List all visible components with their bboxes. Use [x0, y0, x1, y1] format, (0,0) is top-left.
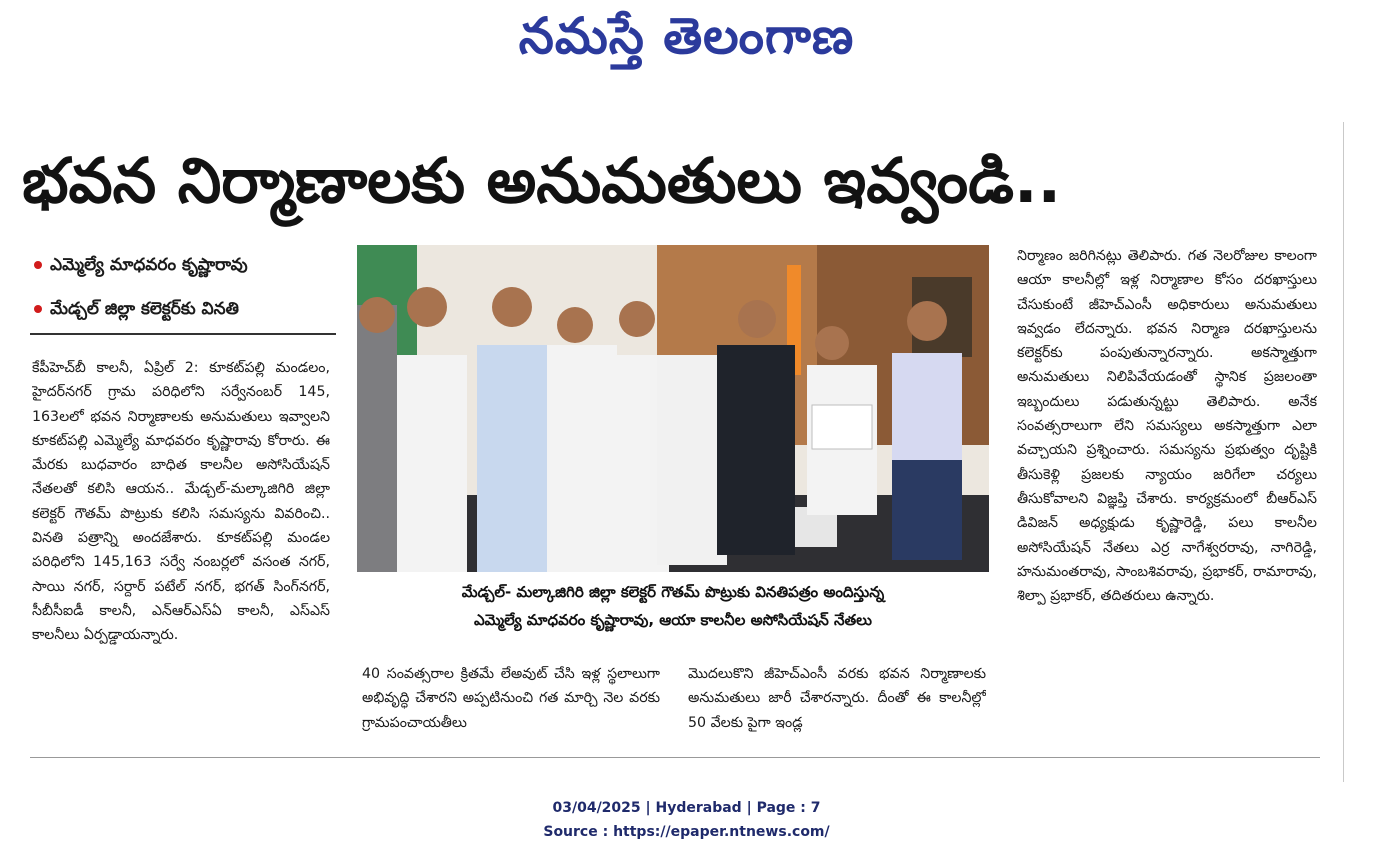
bullet-icon — [34, 261, 42, 269]
photo-caption — [357, 578, 989, 634]
news-photo — [357, 245, 989, 572]
footer-date-page: 03/04/2025 | Hyderabad | Page : 7 — [552, 800, 821, 816]
photo-illustration — [357, 245, 989, 572]
newspaper-logo: నమస్తే తెలంగాణ — [518, 6, 855, 65]
article-column-3 — [688, 662, 986, 748]
article-paragraph: నిర్మాణం జరిగినట్లు తెలిపారు. గత నెలరోజుల కాలంగా ఆయా కాలనీల్లో ఇళ్ల నిర్మాణాల కోసం దరఖాస్తులు చేసుకుంటే జీహెచ్‌ఎంసీ అధికారులు అనుమతులు ఇవ్వడం లేదన్నారు. భవన నిర్మాణ దరఖాస్తులను కలెక్టర్‌కు పంపుతున్నారన్నారు. అకస్మాత్తుగా అనుమతులు నిలిపివేయడంతో స్థానిక ప్రజలంతా ఇబ్బందులు పడుతున్నట్టు తెలిపారు. అనేక సంవత్సరాలుగా లేని సమస్యలు అకస్మాత్తుగా ఎలా వచ్చాయని ప్రశ్నించారు. సమస్యను ప్రభుత్వం దృష్టికి తీసుకెళ్లి ప్రజలకు న్యాయం జరిగేలా చర్యలు తీసుకోవాలని విజ్ఞప్తి చేశారు. కార్యక్రమంలో బీఆర్‌ఎస్‌ డివిజన్‌ అధ్యక్షుడు కృష్ణారెడ్డి, పలు కాలనీల అసోసియేషన్‌ నేతలు ఎర్ర నాగేశ్వరరావు, నాగిరెడ్డి, హనుమంతరావు, సాంబశివరావు, ప్రభాకర్‌, రామారావు, శిల్పా ప్రభాకర్‌, తదితరులు ఉన్నారు. — [1017, 248, 1317, 605]
article-paragraph: కేపీహెచ్‌బీ కాలనీ, ఏప్రిల్‌ 2: కూకట్‌పల్లి మండలం, హైదర్‌నగర్‌ గ్రామ పరిధిలోని సర్వేనంబర్‌ 145, 163లలో భవన నిర్మాణాలకు అనుమతులు ఇవ్వాలని కూకట్‌పల్లి ఎమ్మెల్యే మాధవరం కృష్ణారావు కోరారు. ఈ మేరకు బుధవారం బాధిత కాలనీల అసోసియేషన్‌ నేతలతో కలిసి ఆయన.. మేడ్చల్‌-మల్కాజిగిరి జిల్లా కలెక్టర్‌ గౌతమ్‌ పొట్రుకు కలిసి సమస్యను వివరించి.. వినతి పత్రాన్ని అందజేశారు. కూకట్‌పల్లి మండల పరిధిలోని 145,163 సర్వే నంబర్లలో వసంత నగర్‌, సాయి నగర్‌, సర్దార్‌ పటేల్‌ నగర్‌, భగత్‌ సింగ్‌నగర్‌, సీబీసీఐడీ కాలనీ, ఎన్‌ఆర్‌ఎస్‌ఏ కాలనీ, ఎస్‌ఎస్‌ కాలనీలు ఏర్పడ్డాయన్నారు. — [32, 360, 330, 644]
masthead — [0, 0, 1373, 80]
article-column-4 — [1017, 244, 1317, 748]
column-divider — [1343, 122, 1344, 782]
bullet-icon — [34, 305, 42, 313]
bottom-rule — [30, 757, 1320, 758]
subheads — [30, 252, 340, 340]
subhead-rule — [30, 333, 336, 335]
subhead-text: ఎమ్మెల్యే మాధవరం కృష్ణారావు — [50, 255, 248, 275]
article-column-2 — [362, 662, 660, 748]
caption-line-1: మేడ్చల్‌- మల్కాజిగిరి జిల్లా కలెక్టర్‌ గౌతమ్‌ పొట్రుకు వినతిపత్రం అందిస్తున్న — [461, 583, 885, 601]
subhead-2 — [30, 296, 340, 322]
page-footer — [0, 796, 1373, 844]
article-paragraph: 40 సంవత్సరాల క్రితమే లేఅవుట్‌ చేసి ఇళ్ల స్థలాలుగా అభివృద్ధి చేశారని అప్పటినుంచి గత మార్చి నెల వరకు గ్రామపంచాయతీలు — [362, 666, 660, 731]
article-column-1 — [32, 356, 330, 748]
footer-source: Source : https://epaper.ntnews.com/ — [543, 824, 830, 840]
subhead-1 — [30, 252, 340, 278]
article-headline: భవన నిర్మాణాలకు అనుమతులు ఇవ్వండి.. — [22, 144, 1062, 217]
article-paragraph: మొదలుకొని జీహెచ్‌ఎంసీ వరకు భవన నిర్మాణాలకు అనుమతులు జారీ చేశారన్నారు. దీంతో ఈ కాలనీల్లో 50 వేలకు పైగా ఇండ్ల — [688, 666, 986, 731]
subhead-text: మేడ్చల్‌ జిల్లా కలెక్టర్‌కు వినతి — [50, 299, 239, 319]
caption-line-2: ఎమ్మెల్యే మాధవరం కృష్ణారావు, ఆయా కాలనీల అసోసియేషన్‌ నేతలు — [474, 611, 872, 629]
